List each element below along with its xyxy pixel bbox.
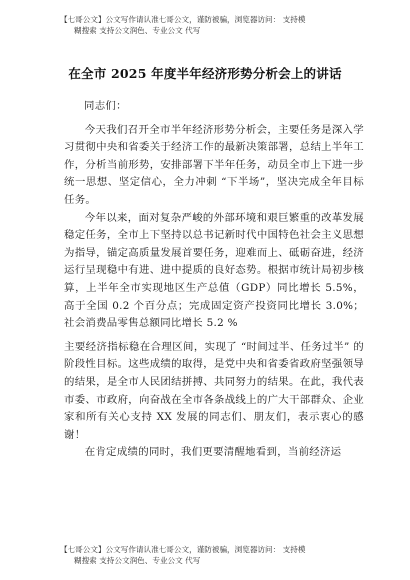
document-body <box>64 98 364 462</box>
document-title: 在全市 2025 年度半年经济形势分析会上的讲话 <box>68 66 342 81</box>
paragraph-1: 今天我们召开全市半年经济形势分析会，主要任务是深入学习贯彻中央和省委关于经济工作的最新决策部署，总结上半年工作，分析当前形势，安排部署下半年任务，动员全市上下进一步统一思想、坚定信心，全力冲刺 “下半场”，坚决完成全年目标任务。 <box>64 123 364 206</box>
banner-line-1-bottom: 【七哥公文】公文写作请认准七哥公文，谨防被骗，浏览器访问： 支持模 <box>60 545 306 554</box>
banner-line-1: 【七哥公文】公文写作请认准七哥公文，谨防被骗，浏览器访问： 支持模 <box>60 15 306 24</box>
watermark-banner-bottom <box>60 544 360 566</box>
paragraph-2: 今年以来，面对复杂严峻的外部环境和艰巨繁重的改革发展稳定任务，全市上下坚持以总书记新时代中国特色社会主义思想为指导，锚定高质量发展首要任务，迎难而上、砥砺奋进，经济运行呈现稳中有进、进中提质的良好态势。根据市统计局初步核算，上半年全市实现地区生产总值（GDP）同比增长 5.5%，高于全国 0.2 个百分点；完成固定资产投资同比增长 3.0%；社会消费品零售总额同比增长 5.2 % <box>64 211 364 330</box>
banner-line-2-bottom: 糊搜索 支持公文润色、专业公文 代写 <box>74 556 201 565</box>
paragraph-4: 在肯定成绩的同时，我们更要清醒地看到，当前经济运 <box>84 446 342 459</box>
paragraph-3: 主要经济指标稳在合理区间，实现了 “时间过半、任务过半” 的阶段性目标。这些成绩的取得，是党中央和省委省政府坚强领导的结果，是全市人民团结拼搏、共同努力的结果。在此，我代表市委、市政府，向奋战在全市各条战线上的广大干部群众、企业家和所有关心支持 XX 发展的同志们、朋友们，表示衷心的感谢！ <box>64 340 364 441</box>
watermark-banner-top <box>60 14 360 36</box>
salutation: 同志们： <box>84 100 127 112</box>
banner-line-2: 糊搜索 支持公文润色、专业公文 代写 <box>74 26 201 35</box>
